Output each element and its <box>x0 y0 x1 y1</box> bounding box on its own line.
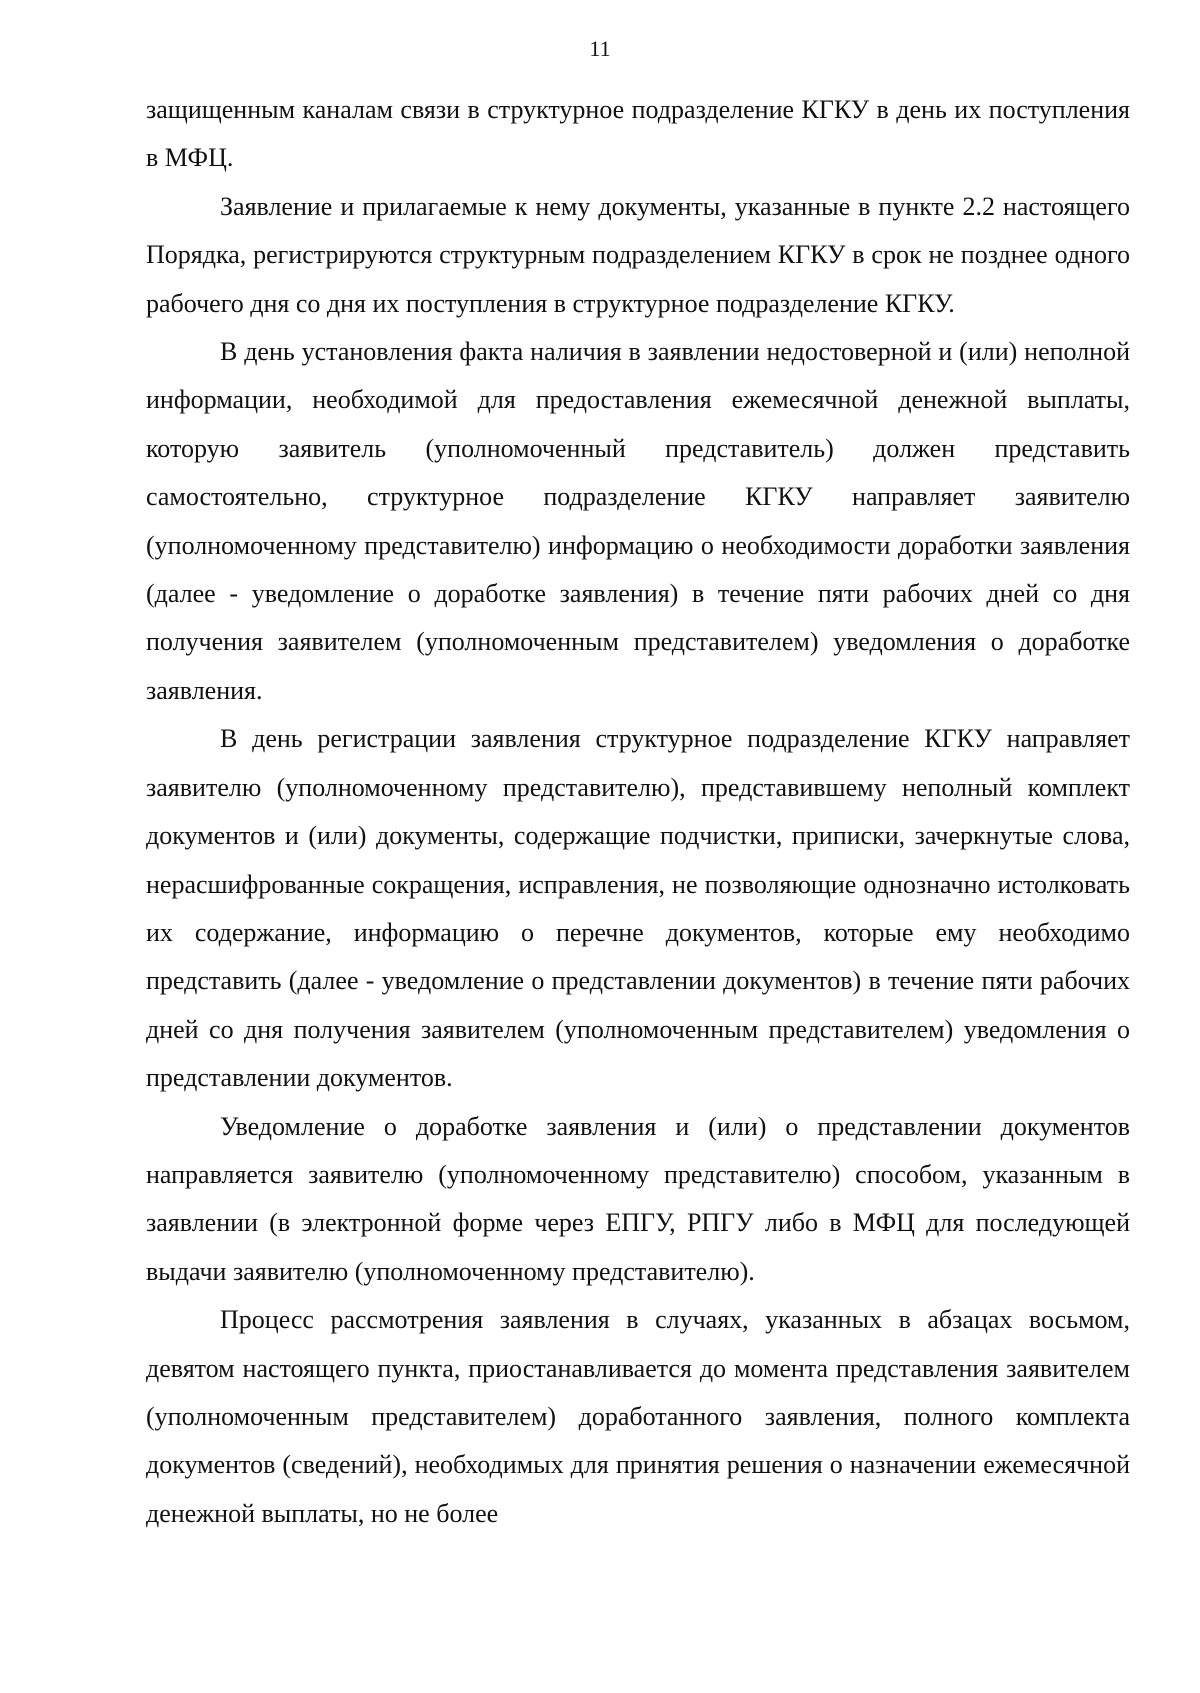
paragraph-incomplete-documents: В день регистрации заявления структурное подразделение КГКУ направляет заявителю (уполномоченному представителю), представившему неполный комплект документов и (или) документы, содержащие подчистки, приписки, зачеркнутые слова, нерасшифрованные сокращения, исправления, не позволяющие однозначно истолковать их содержание, информацию о перечне документов, которые ему необходимо представить (далее - уведомление о представлении документов) в течение пяти рабочих дней со дня получения заявителем (уполномоченным представителем) уведомления о представлении документов. <box>146 724 1130 1093</box>
paragraph-notification-method: Уведомление о доработке заявления и (или) о представлении документов направляется заявителю (уполномоченному представителю) способом, указанным в заявлении (в электронной форме через ЕПГУ, РПГУ либо в МФЦ для последующей выдачи заявителю (уполномоченному представителю). <box>146 1111 1130 1286</box>
paragraph-suspension: Процесс рассмотрения заявления в случаях, указанных в абзацах восьмом, девятом настоящего пункта, приостанавливается до момента представления заявителем (уполномоченным представителем) доработанного заявления, полного комплекта документов (сведений), необходимых для принятия решения о назначении ежемесячной денежной выплаты, но не более <box>146 1305 1130 1528</box>
document-body <box>146 86 1130 1538</box>
paragraph-registration: Заявление и прилагаемые к нему документы, указанные в пункте 2.2 настоящего Порядка, регистрируются структурным подразделением КГКУ в срок не позднее одного рабочего дня со дня их поступления в структурное подразделение КГКУ. <box>146 191 1130 318</box>
paragraph-continuation: защищенным каналам связи в структурное подразделение КГКУ в день их поступления в МФЦ. <box>146 95 1130 173</box>
paragraph-incomplete-info: В день установления факта наличия в заявлении недостоверной и (или) неполной информации, необходимой для предоставления ежемесячной денежной выплаты, которую заявитель (уполномоченный представитель) должен представить самостоятельно, структурное подразделение КГКУ направляет заявителю (уполномоченному представителю) информацию о необходимости доработки заявления (далее - уведомление о доработке заявления) в течение пяти рабочих дней со дня получения заявителем (уполномоченным представителем) уведомления о доработке заявления. <box>146 337 1130 705</box>
page-number: 11 <box>589 36 611 61</box>
